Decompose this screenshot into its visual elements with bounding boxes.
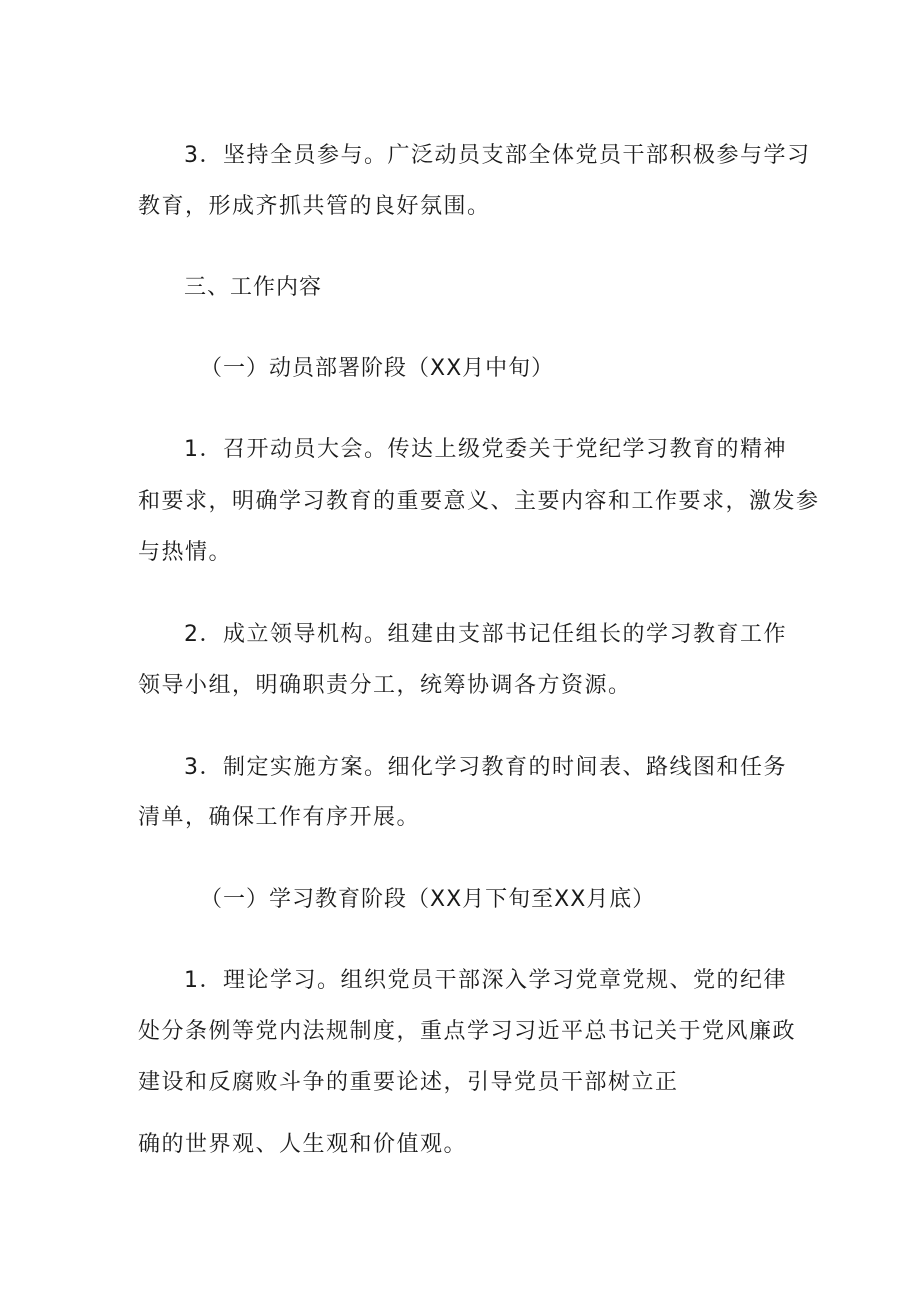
- stage-2-heading: （一）学习教育阶段（XX月下旬至XX月底）: [200, 887, 656, 912]
- section-heading: 三、工作内容: [184, 275, 323, 300]
- paragraph-5-line-1: 1．理论学习。组织党员干部深入学习党章党规、党的纪律: [184, 968, 787, 993]
- paragraph-3-line-2: 领导小组，明确职责分工，统筹协调各方资源。: [138, 673, 632, 698]
- paragraph-3-line-1: 2．成立领导机构。组建由支部书记任组长的学习教育工作: [184, 622, 787, 647]
- paragraph-5-line-2: 处分条例等党内法规制度，重点学习习近平总书记关于党风廉政: [138, 1019, 797, 1044]
- stage-1-heading: （一）动员部署阶段（XX月中旬）: [200, 356, 555, 381]
- paragraph-5-line-4: 确的世界观、人生观和价值观。: [138, 1132, 468, 1157]
- paragraph-5-line-3: 建设和反腐败斗争的重要论述，引导党员干部树立正: [138, 1070, 679, 1095]
- paragraph-4-line-2: 清单，确保工作有序开展。: [138, 805, 421, 830]
- paragraph-4-line-1: 3．制定实施方案。细化学习教育的时间表、路线图和任务: [184, 755, 787, 780]
- paragraph-1-line-1: 3．坚持全员参与。广泛动员支部全体党员干部积极参与学习: [184, 143, 811, 168]
- paragraph-1-line-2: 教育，形成齐抓共管的良好氛围。: [138, 194, 491, 219]
- paragraph-2-line-1: 1．召开动员大会。传达上级党委关于党纪学习教育的精神: [184, 437, 787, 462]
- paragraph-2-line-3: 与热情。: [138, 540, 233, 565]
- paragraph-2-line-2: 和要求，明确学习教育的重要意义、主要内容和工作要求，激发参: [138, 489, 820, 514]
